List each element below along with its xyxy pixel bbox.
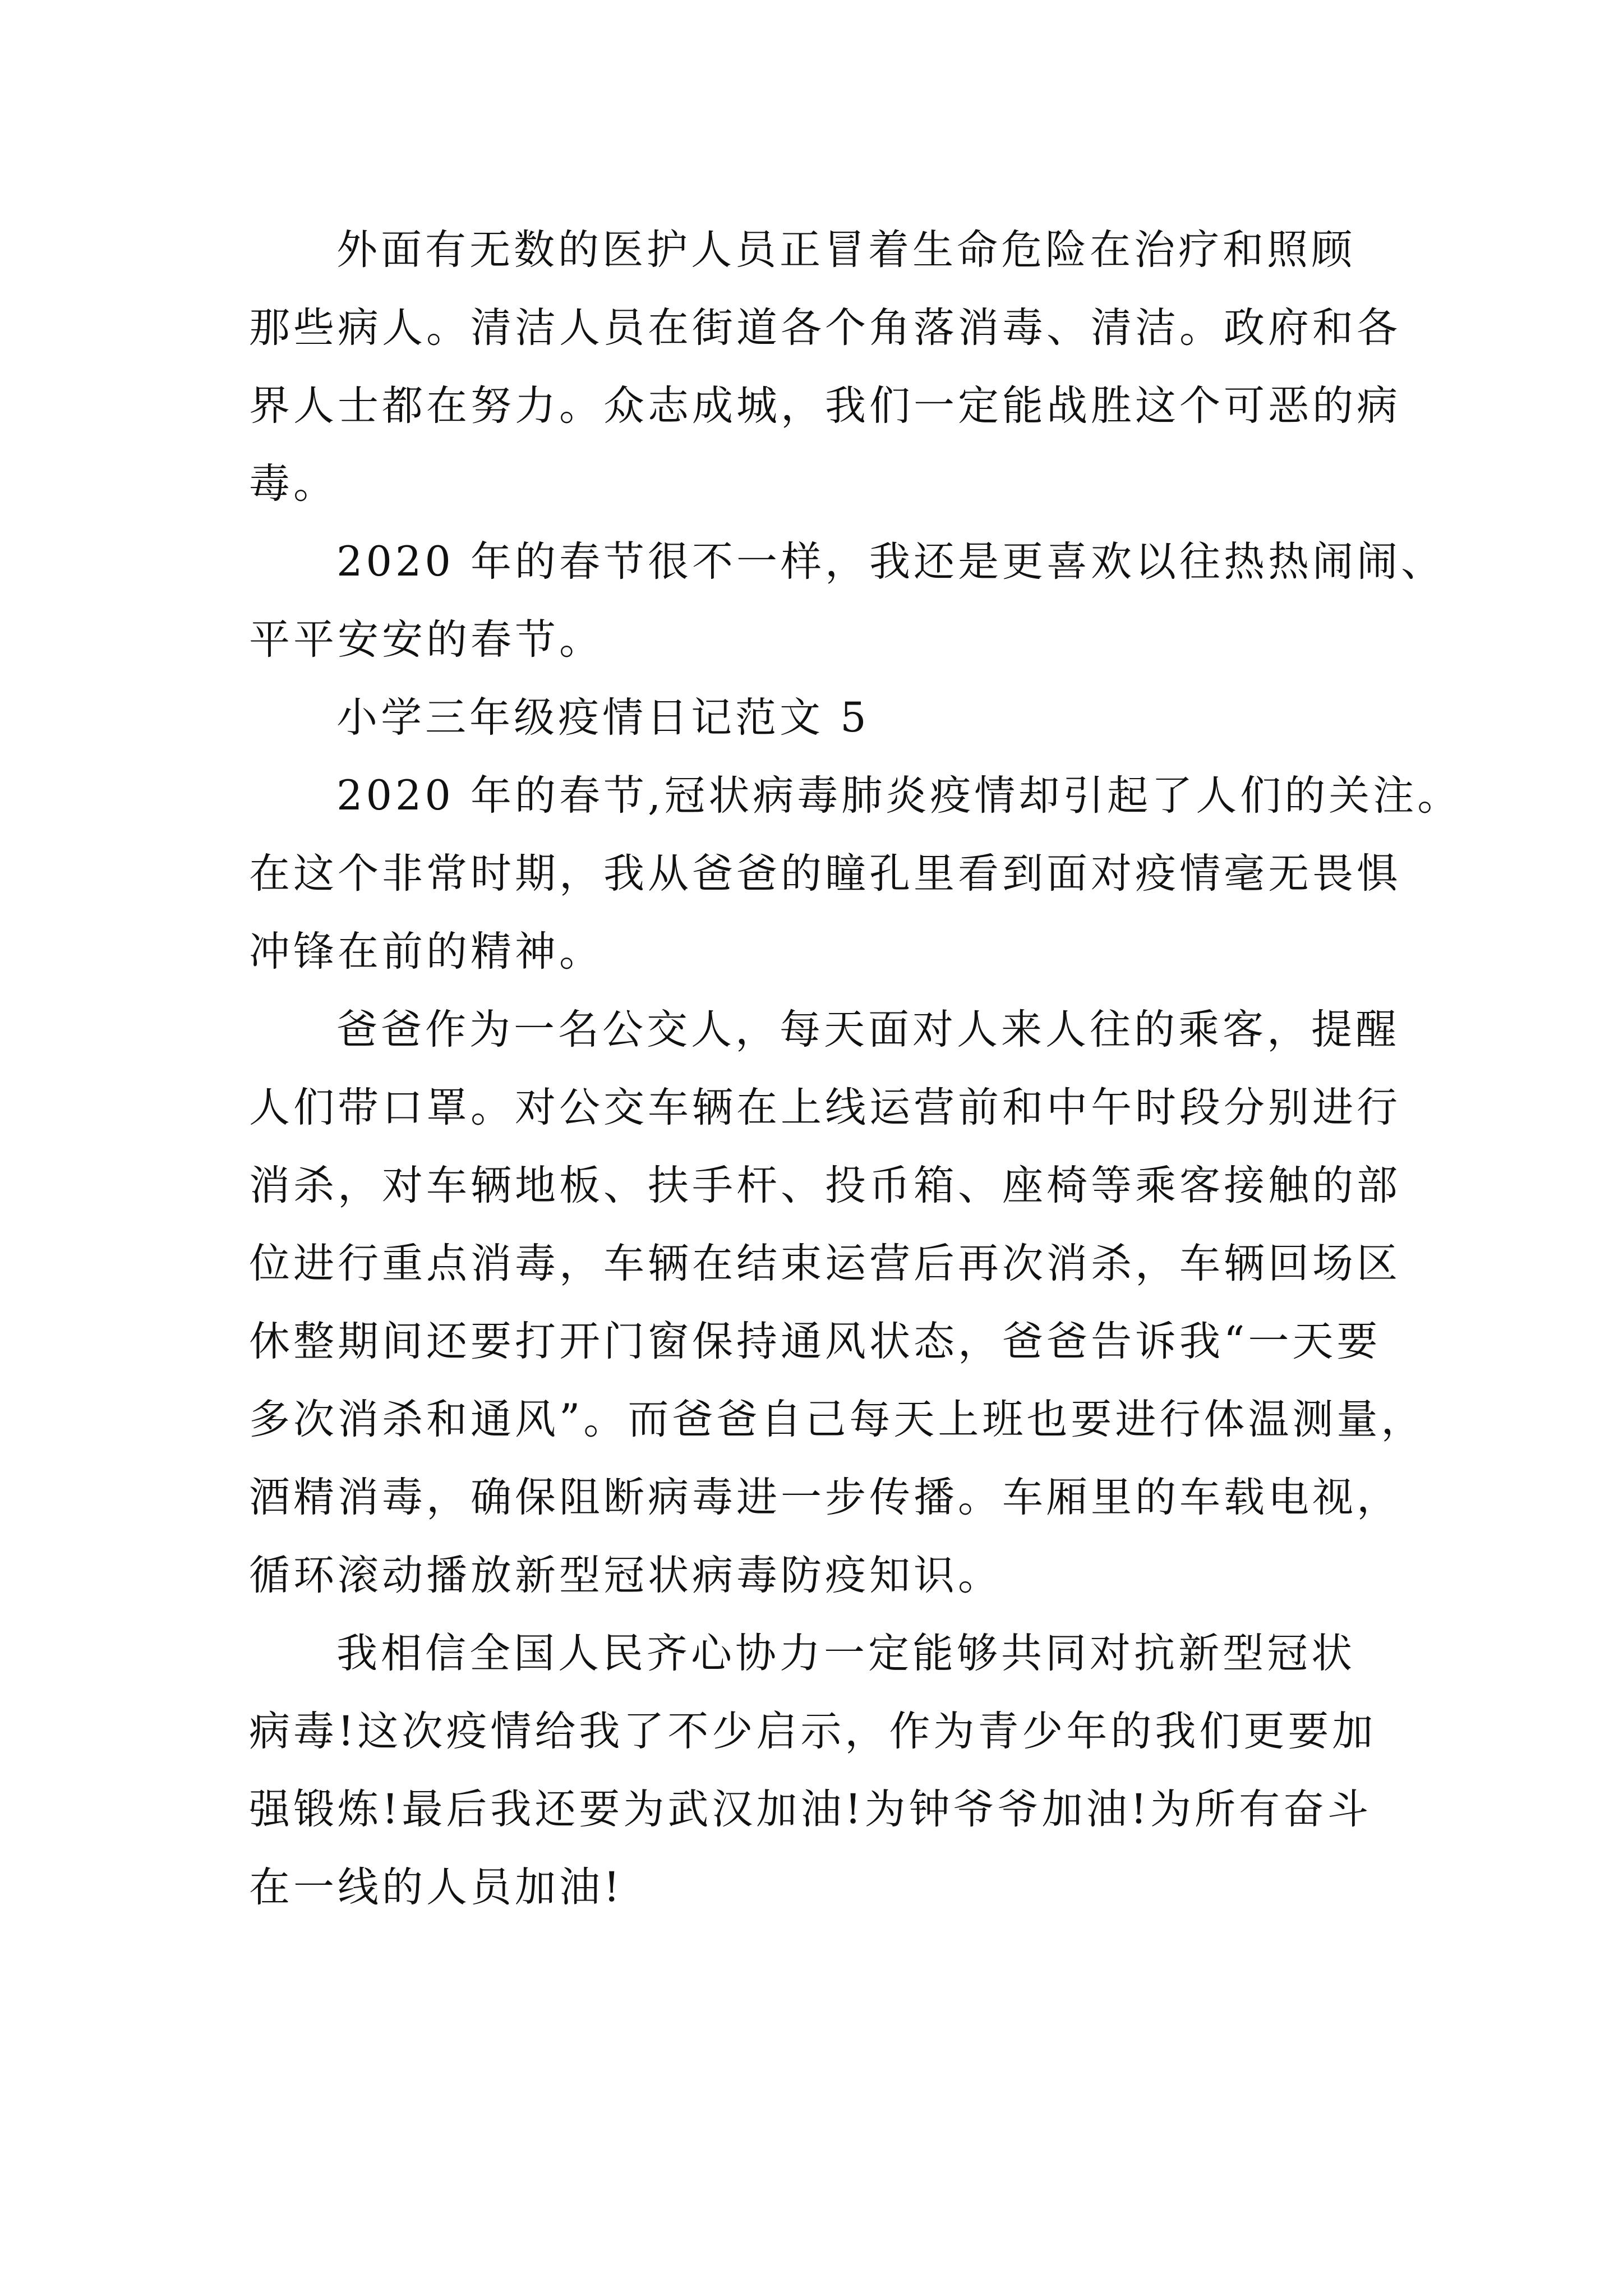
text-line: 2020 年的春节,冠状病毒肺炎疫情却引起了人们的关注。	[336, 772, 1462, 820]
text-line: 我相信全国人民齐心协力一定能够共同对抗新型冠状	[336, 1630, 1355, 1677]
section-heading	[249, 679, 1380, 757]
paragraph-2	[249, 523, 1445, 679]
text-line: 那些病人。清洁人员在街道各个角落消毒、清洁。政府和各	[249, 304, 1401, 352]
document-body	[249, 211, 1462, 1926]
text-line: 酒精消毒，确保阻断病毒进一步传播。车厢里的车载电视，	[249, 1474, 1401, 1521]
text-line: 2020 年的春节很不一样，我还是更喜欢以往热热闹闹、	[336, 538, 1445, 586]
text-line: 强锻炼!最后我还要为武汉加油!为钟爷爷加油!为所有奋斗	[249, 1786, 1372, 1833]
text-line: 平平安安的春节。	[249, 616, 603, 664]
text-line: 多次消杀和通风”。而爸爸自己每天上班也要进行体温测量，	[249, 1396, 1426, 1443]
text-line: 人们带口罩。对公交车辆在上线运营前和中午时段分别进行	[249, 1084, 1401, 1131]
text-line: 位进行重点消毒，车辆在结束运营后再次消杀，车辆回场区	[249, 1240, 1401, 1287]
text-line: 毒。	[249, 460, 338, 508]
text-line: 界人士都在努力。众志成城，我们一定能战胜这个可恶的病	[249, 382, 1401, 430]
text-line: 病毒!这次疫情给我了不少启示，作为青少年的我们更要加	[249, 1708, 1377, 1755]
paragraph-3	[249, 757, 1462, 991]
text-line: 休整期间还要打开门窗保持通风状态，爸爸告诉我“一天要	[249, 1318, 1381, 1365]
text-line: 在一线的人员加油!	[249, 1864, 624, 1911]
text-line: 在这个非常时期，我从爸爸的瞳孔里看到面对疫情毫无畏惧	[249, 850, 1401, 898]
paragraph-5	[249, 1614, 1380, 1926]
text-line: 外面有无数的医护人员正冒着生命危险在治疗和照顾	[336, 226, 1355, 274]
paragraph-1	[249, 211, 1401, 523]
heading-line: 小学三年级疫情日记范文 5	[336, 694, 870, 742]
paragraph-4	[249, 991, 1426, 1614]
text-line: 爸爸作为一名公交人，每天面对人来人往的乘客，提醒	[336, 1006, 1400, 1053]
text-line: 消杀，对车辆地板、扶手杆、投币箱、座椅等乘客接触的部	[249, 1162, 1401, 1209]
text-line: 冲锋在前的精神。	[249, 928, 603, 976]
text-line: 循环滚动播放新型冠状病毒防疫知识。	[249, 1552, 1002, 1599]
